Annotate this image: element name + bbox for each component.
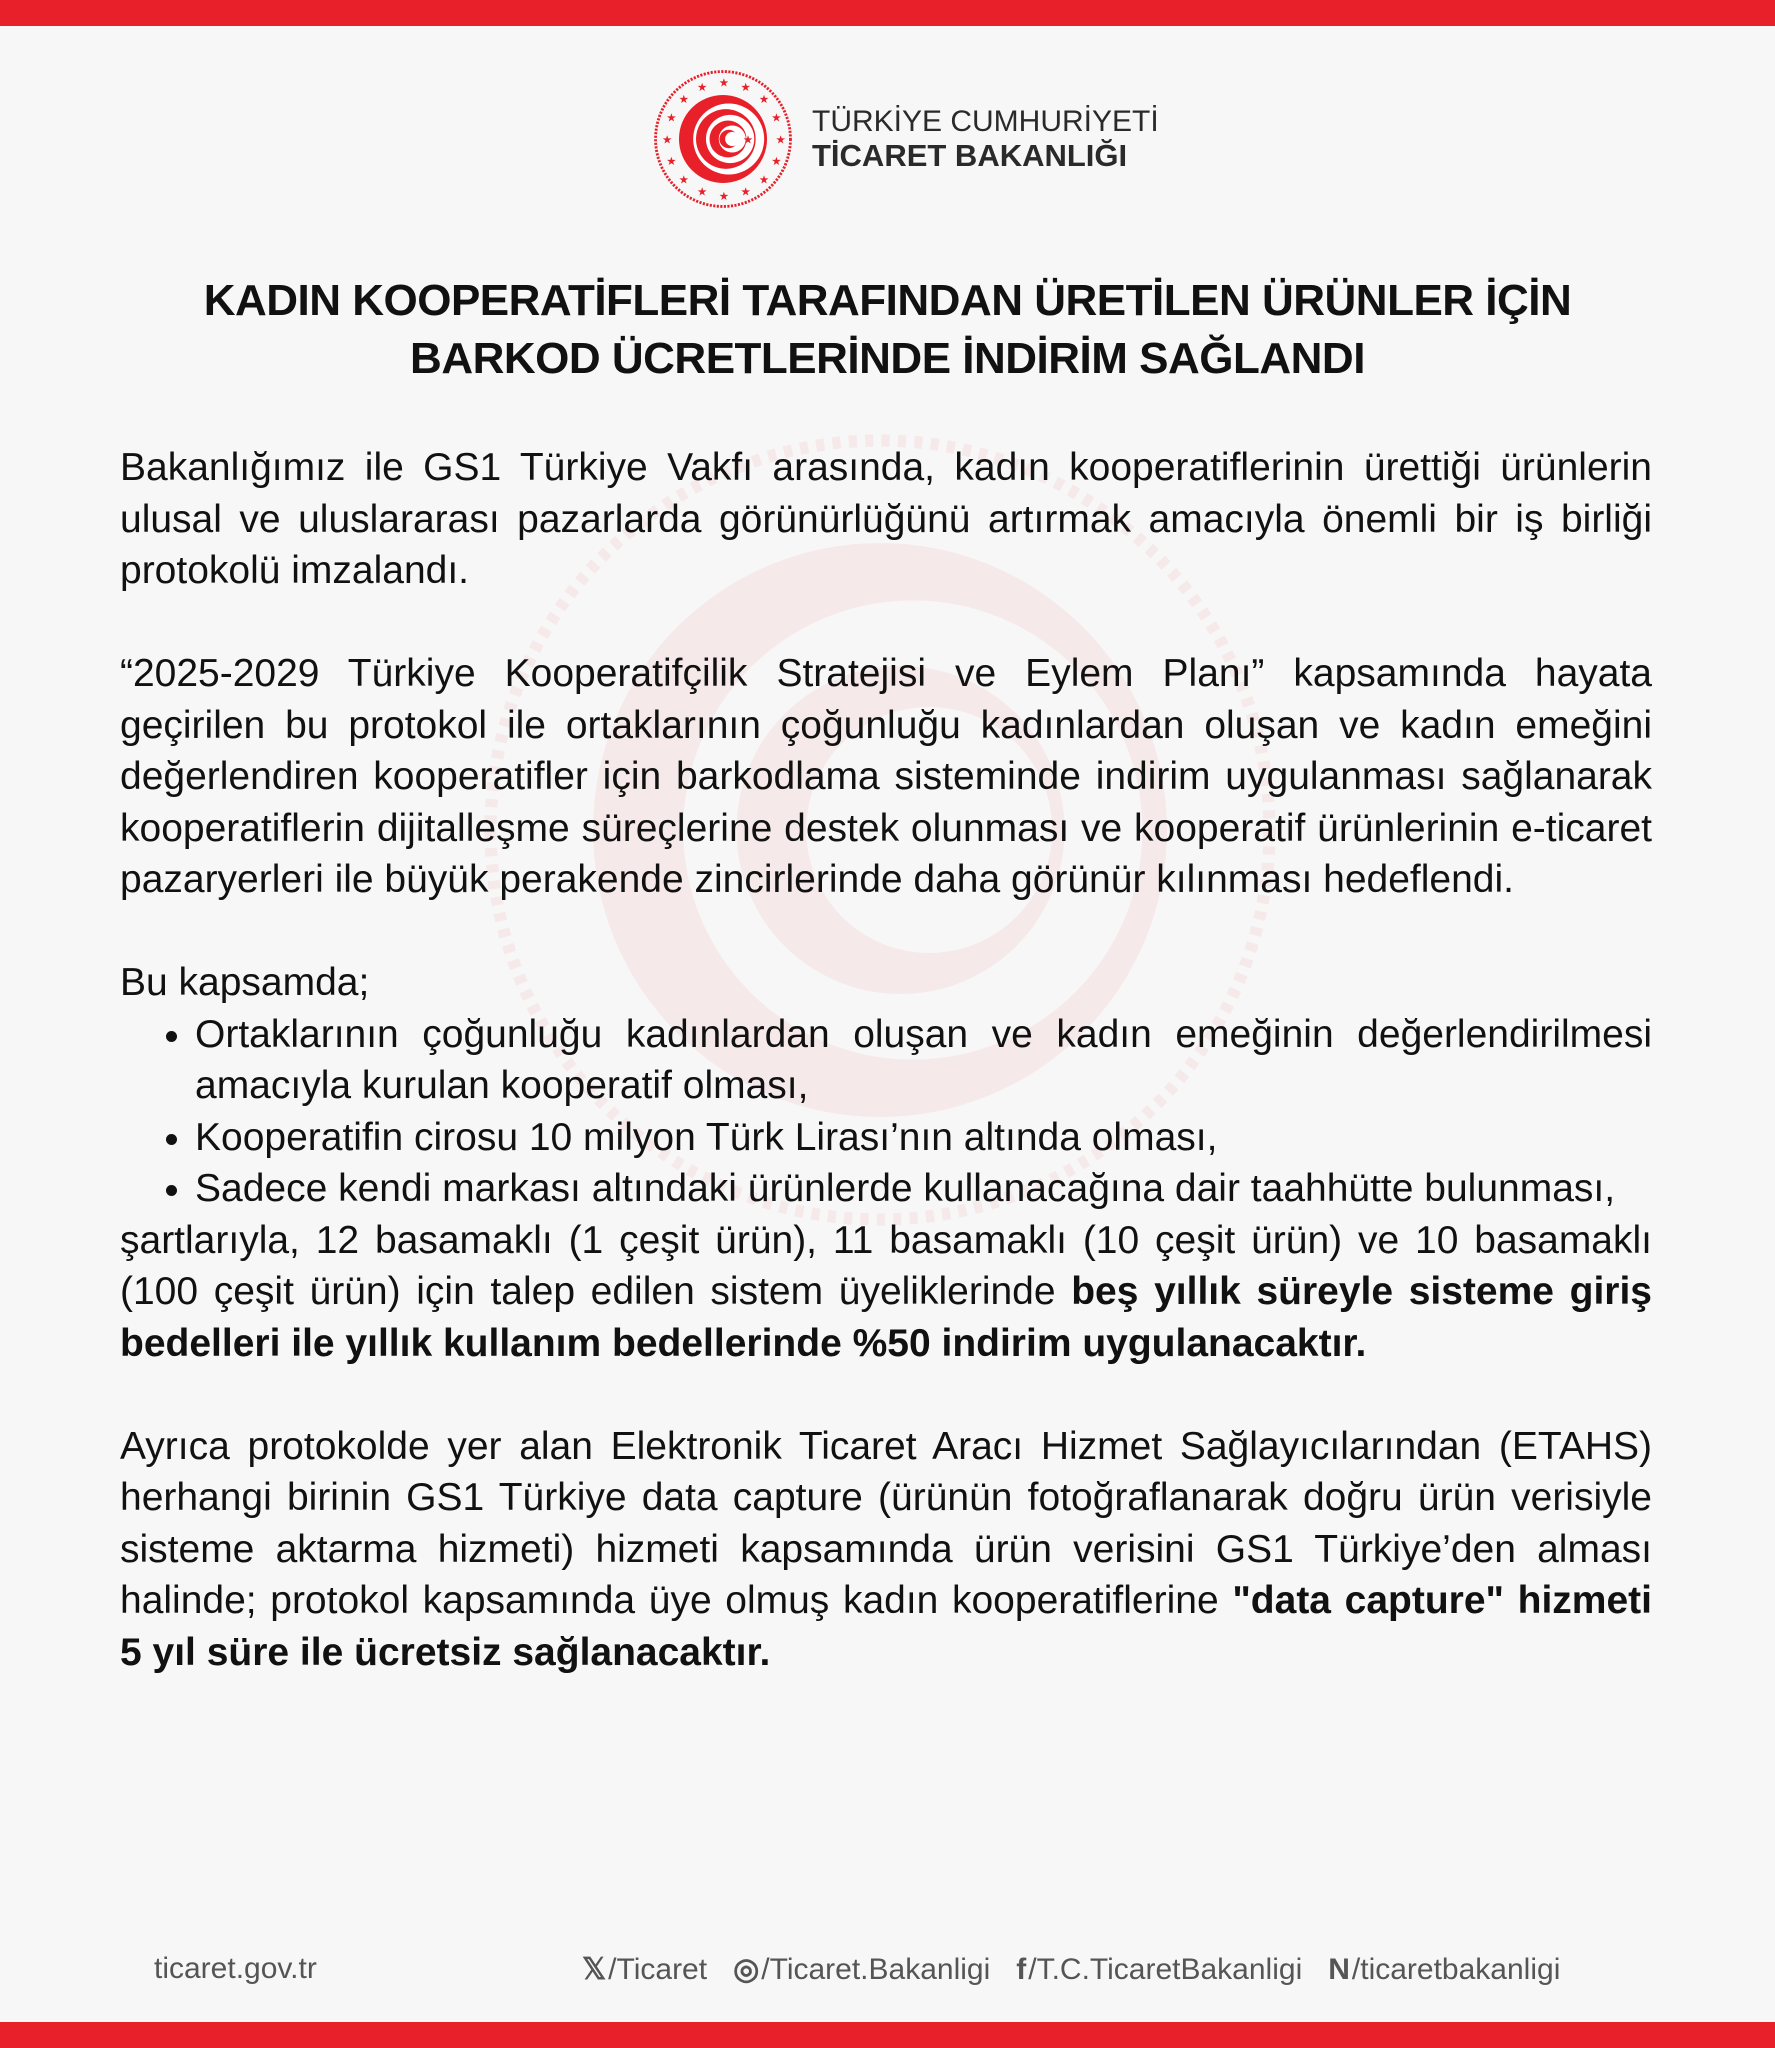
- ministry-logo: [652, 68, 1159, 210]
- paragraph-4-bold: "data capture" hizmeti 5 yıl süre ile ücretsiz sağlanacaktır.: [120, 1579, 1652, 1674]
- social-instagram[interactable]: [733, 1952, 990, 1987]
- paragraph-3-bold: beş yıllık süreyle sisteme giriş bedelleri ile yıllık kullanım bedellerinde %50 indirim uygulanacaktır.: [120, 1270, 1652, 1365]
- paragraph-3-text: şartlarıyla, 12 basamaklı (1 çeşit ürün), 11 basamaklı (10 çeşit ürün) ve 10 basamaklı (100 çeşit ürün) için talep edilen sistem üyeliklerinde: [120, 1218, 1652, 1313]
- star-icon: ★: [718, 77, 729, 90]
- social-label: /T.C.TicaretBakanligi: [1028, 1952, 1303, 1986]
- star-icon: ★: [740, 186, 751, 199]
- bottom-red-bar: [0, 2022, 1775, 2048]
- page-title: [100, 272, 1675, 388]
- list-item: • Kooperatifin cirosu 10 milyon Türk Lirası’nın altında olması,: [195, 1112, 1652, 1164]
- title-line-2: BARKOD ÜCRETLERİNDE İNDİRİM SAĞLANDI: [410, 334, 1365, 383]
- star-icon: ★: [771, 112, 782, 125]
- star-icon: ★: [758, 94, 770, 107]
- logo-line-2: TİCARET BAKANLIĞI: [812, 138, 1128, 173]
- ministry-emblem-icon: [652, 68, 794, 210]
- paragraph-1: Bakanlığımız ile GS1 Türkiye Vakfı arasında, kadın kooperatiflerinin ürettiği ürünlerin ulusal ve uluslararası pazarlarda görünürlüğünü artırmak amacıyla önemli bir iş birliği protokolü imzalandı.: [120, 446, 1652, 592]
- social-label: /Ticaret.Bakanligi: [761, 1952, 991, 1986]
- social-facebook[interactable]: [1016, 1953, 1302, 1987]
- star-icon: ★: [718, 191, 729, 204]
- svg-text:★: ★: [742, 134, 754, 147]
- star-icon: ★: [666, 112, 677, 125]
- star-icon: ★: [661, 134, 673, 147]
- star-icon: ★: [678, 94, 689, 107]
- paragraph-2: “2025-2029 Türkiye Kooperatifçilik Stratejisi ve Eylem Planı” kapsamında hayata geçirilen bu protokol ile ortaklarının çoğunluğu kadınlardan oluşan ve kadın emeğini değerlendiren kooperatifler için barkodlama sisteminde indirim uygulanması sağlanarak kooperatiflerin dijitalleşme süreçlerine destek olunması ve kooperatif ürünlerinin e-ticaret pazaryerleri ile büyük perakende zincirlerinde daha görünür kılınması hedeflendi.: [120, 652, 1652, 901]
- nsosyal-icon: N: [1328, 1952, 1350, 1986]
- paragraph-3: [120, 1215, 1652, 1370]
- star-icon: ★: [758, 174, 770, 187]
- social-x[interactable]: [582, 1952, 707, 1987]
- social-label: /ticaretbakanligi: [1351, 1952, 1561, 1986]
- title-line-1: KADIN KOOPERATİFLERİ TARAFINDAN ÜRETİLEN ÜRÜNLER İÇİN: [203, 276, 1572, 325]
- social-label: /Ticaret: [608, 1952, 708, 1986]
- paragraph-3-intro: Bu kapsamda;: [120, 961, 370, 1004]
- star-icon: ★: [697, 81, 708, 94]
- top-red-bar: [0, 0, 1775, 26]
- article-body: [120, 442, 1652, 1730]
- list-item: • Ortaklarının çoğunluğu kadınlardan oluşan ve kadın emeğinin değerlendirilmesi amacıyla kurulan kooperatif olması,: [195, 1009, 1652, 1112]
- star-icon: ★: [678, 174, 689, 187]
- x-icon: 𝕏: [582, 1953, 607, 1986]
- list-item: • Sadece kendi markası altındaki ürünlerde kullanacağına dair taahhütte bulunması,: [195, 1163, 1652, 1215]
- logo-line-1: TÜRKİYE CUMHURİYETİ: [812, 105, 1159, 138]
- paragraph-4-text: Ayrıca protokolde yer alan Elektronik Ticaret Aracı Hizmet Sağlayıcılarından (ETAHS) herhangi birinin GS1 Türkiye data capture (ürünün fotoğraflanarak doğru ürün verisiyle sisteme aktarma hizmeti) hizmeti kapsamında ürün verisini GS1 Türkiye’den alması halinde; protokol kapsamında üye olmuş kadın kooperatiflerine: [120, 1424, 1652, 1622]
- star-icon: ★: [666, 155, 677, 168]
- star-icon: ★: [697, 186, 708, 199]
- social-nsosyal[interactable]: [1328, 1953, 1560, 1987]
- star-icon: ★: [775, 134, 786, 147]
- conditions-list: [120, 1009, 1652, 1215]
- star-icon: ★: [771, 155, 782, 168]
- paragraph-4: [120, 1421, 1652, 1679]
- website-link[interactable]: ticaret.gov.tr: [154, 1952, 317, 1985]
- instagram-icon: ◎: [733, 1953, 760, 1986]
- star-icon: ★: [740, 81, 751, 94]
- facebook-icon: f: [1016, 1952, 1027, 1986]
